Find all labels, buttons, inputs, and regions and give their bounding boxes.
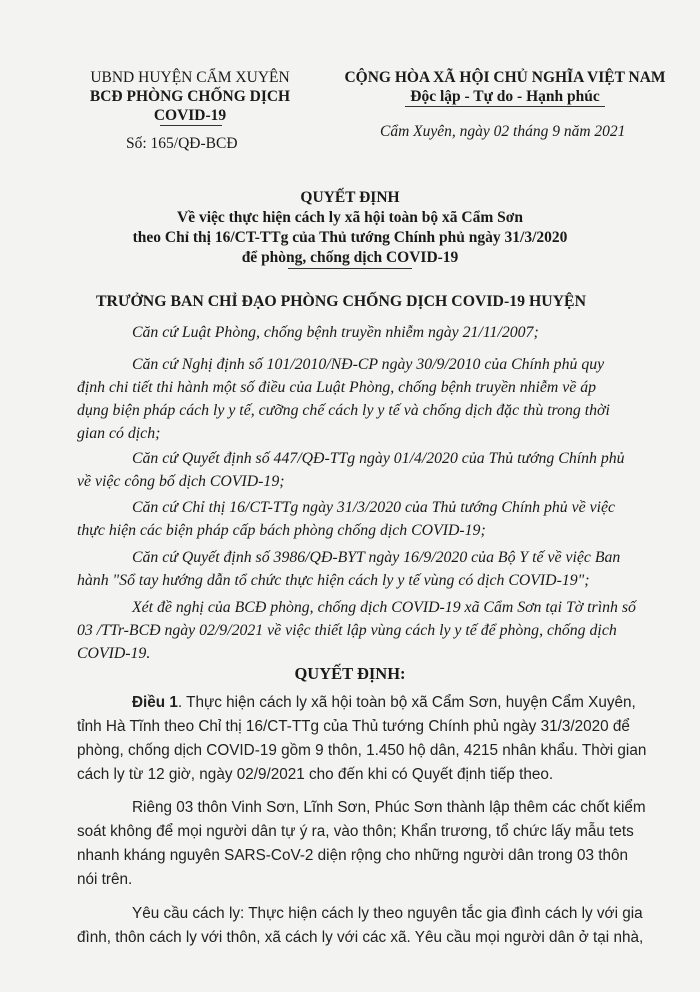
org-name-line1: UBND HUYỆN CẨM XUYÊN <box>90 69 290 86</box>
decision-subject-line2: theo Chỉ thị 16/CT-TTg của Thủ tướng Chính phủ ngày 31/3/2020 <box>132 229 568 246</box>
para3-line2: đình, thôn cách ly với thôn, xã cách ly với các xã. Yêu cầu mọi người dân ở tại nhà, <box>77 929 644 946</box>
article1-line3: phòng, chống dịch COVID-19 gồm 9 thôn, 1.450 hộ dân, 4215 nhân khẩu. Thời gian <box>77 742 647 759</box>
basis-2-line3: dụng biện pháp cách ly y tế, cưỡng chế cách ly y tế và chống dịch đặc thù trong thời <box>77 402 610 419</box>
para2-line3: nhanh kháng nguyên SARS-CoV-2 diện rộng cho những người dân trong 03 thôn <box>77 847 628 864</box>
basis-6-line1: Xét đề nghị của BCĐ phòng, chống dịch COVID-19 xã Cẩm Sơn tại Tờ trình số <box>132 599 636 616</box>
basis-1: Căn cứ Luật Phòng, chống bệnh truyền nhiễm ngày 21/11/2007; <box>132 324 539 341</box>
article1-line2: tỉnh Hà Tĩnh theo Chỉ thị 16/CT-TTg của Thủ tướng Chính phủ ngày 31/3/2020 để <box>77 718 630 735</box>
org-name-line2: BCĐ PHÒNG CHỐNG DỊCH <box>89 88 291 105</box>
nation-title: CỘNG HÒA XÃ HỘI CHỦ NGHĨA VIỆT NAM <box>344 69 666 86</box>
decision-subject-line3: để phòng, chống dịch COVID-19 <box>241 249 459 266</box>
issuing-authority: TRƯỞNG BAN CHỈ ĐẠO PHÒNG CHỐNG DỊCH COVID-19 HUYỆN <box>96 293 587 310</box>
basis-6-line2: 03 /TTr-BCĐ ngày 02/9/2021 về việc thiết lập vùng cách ly y tế để phòng, chống dịch <box>77 622 617 639</box>
motto-underline <box>405 106 605 107</box>
para2-line2: soát không để mọi người dân tự ý ra, vào thôn; Khẩn trương, tổ chức lấy mẫu tets <box>77 823 634 840</box>
article1-line1-text: . Thực hiện cách ly xã hội toàn bộ xã Cẩm Sơn, huyện Cẩm Xuyên, <box>177 694 636 711</box>
title-underline <box>288 268 412 269</box>
basis-2-line2: định chi tiết thi hành một số điều của Luật Phòng, chống bệnh truyền nhiễm về áp <box>77 379 597 396</box>
article1-label: Điều 1 <box>132 694 178 711</box>
basis-6-line3: COVID-19. <box>77 645 151 662</box>
para3-line1: Yêu cầu cách ly: Thực hiện cách ly theo nguyên tắc gia đình cách ly với gia <box>132 905 643 922</box>
basis-5-line1: Căn cứ Quyết định số 3986/QĐ-BYT ngày 16/9/2020 của Bộ Y tế về việc Ban <box>132 549 621 566</box>
basis-3-line2: về việc công bố dịch COVID-19; <box>77 473 285 490</box>
basis-4-line1: Căn cứ Chỉ thị 16/CT-TTg ngày 31/3/2020 của Thủ tướng Chính phủ về việc <box>132 499 616 516</box>
org-underline <box>160 125 222 126</box>
decision-title: QUYẾT ĐỊNH <box>300 189 400 206</box>
decision-subject-line1: Về việc thực hiện cách ly xã hội toàn bộ xã Cẩm Sơn <box>177 209 523 226</box>
basis-2-line4: gian có dịch; <box>77 425 161 442</box>
decision-heading: QUYẾT ĐỊNH: <box>294 664 406 683</box>
para2-line1: Riêng 03 thôn Vinh Sơn, Lĩnh Sơn, Phúc Sơn thành lập thêm các chốt kiểm <box>132 799 646 816</box>
org-name-line3: COVID-19 <box>153 107 227 124</box>
article1-line4: cách ly từ 12 giờ, ngày 02/9/2021 cho đến khi có Quyết định tiếp theo. <box>77 766 554 783</box>
basis-4-line2: thực hiện các biện pháp cấp bách phòng chống dịch COVID-19; <box>77 522 486 539</box>
basis-5-line2: hành "Sổ tay hướng dẫn tổ chức thực hiện cách ly y tế vùng có dịch COVID-19"; <box>77 572 590 589</box>
para2-line4: nói trên. <box>77 871 133 888</box>
article1-line1 <box>132 692 636 715</box>
nation-motto: Độc lập - Tự do - Hạnh phúc <box>410 88 600 105</box>
basis-3-line1: Căn cứ Quyết định số 447/QĐ-TTg ngày 01/4/2020 của Thủ tướng Chính phủ <box>132 450 625 467</box>
document-number: Số: 165/QĐ-BCĐ <box>126 135 238 152</box>
place-date: Cẩm Xuyên, ngày 02 tháng 9 năm 2021 <box>380 123 626 140</box>
basis-2-line1: Căn cứ Nghị định số 101/2010/NĐ-CP ngày 30/9/2010 của Chính phủ quy <box>132 356 605 373</box>
